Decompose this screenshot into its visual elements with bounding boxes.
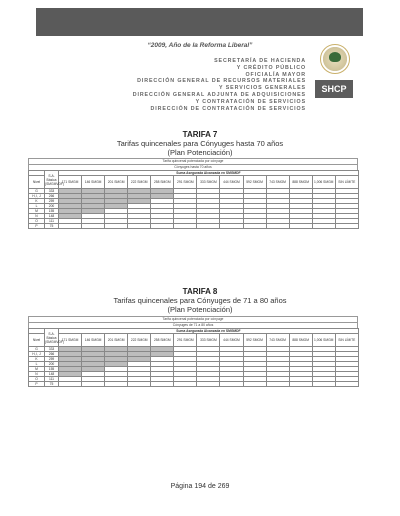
- nivel-cell: G: [29, 189, 45, 194]
- column-header: 222 SMGM: [128, 176, 151, 189]
- nivel-cell: P: [29, 382, 45, 387]
- rate-cell: [128, 382, 151, 387]
- rate-cell: [105, 224, 128, 229]
- tarifa-title: TARIFA 7: [182, 130, 218, 139]
- sa-cell: 259: [45, 357, 59, 362]
- rate-cell: [335, 224, 358, 229]
- rate-cell: [151, 224, 174, 229]
- agency-line: Y CONTRATACIÓN DE SERVICIOS: [195, 98, 306, 105]
- rate-cell: [312, 224, 335, 229]
- agency-block: [133, 58, 306, 112]
- table-caption: Tarifa quincenal potenciada por cónyuge: [28, 158, 358, 164]
- nivel-cell: L: [29, 204, 45, 209]
- nivel-cell: O: [29, 377, 45, 382]
- sa-cell: 259: [45, 199, 59, 204]
- column-header: 592 SMGM: [243, 176, 266, 189]
- column-header: 171 SMGM: [59, 176, 82, 189]
- sa-cell: 266: [45, 352, 59, 357]
- rate-cell: [266, 224, 289, 229]
- agency-line: OFICIALÍA MAYOR: [245, 71, 306, 78]
- agency-line: DIRECCIÓN GENERAL DE RECURSOS MATERIALES: [137, 78, 306, 85]
- rate-cell: [59, 224, 82, 229]
- column-header: 592 SMGM: [243, 334, 266, 347]
- sa-cell: 155: [45, 367, 59, 372]
- rate-cell: [220, 382, 243, 387]
- coat-of-arms-icon: [320, 44, 350, 74]
- nivel-cell: N: [29, 372, 45, 377]
- rate-cell: [59, 382, 82, 387]
- rate-cell: [128, 224, 151, 229]
- sa-cell: 148: [45, 214, 59, 219]
- group-header: Suma Asegurada Alcanzada en SMGMDF: [59, 171, 359, 176]
- nivel-cell: L: [29, 362, 45, 367]
- nivel-header: Nivel: [29, 334, 45, 347]
- rate-cell: [105, 382, 128, 387]
- tarifa-8-heading: [0, 287, 400, 314]
- column-header: 171 SMGM: [59, 334, 82, 347]
- nivel-cell: O: [29, 219, 45, 224]
- agency-line: SECRETARÍA DE HACIENDA: [214, 58, 306, 64]
- tarifa-subtitle-plan: (Plan Potenciación): [167, 148, 233, 157]
- rate-cell: [174, 224, 197, 229]
- column-header: 201 SMGM: [105, 176, 128, 189]
- rate-cell: [243, 382, 266, 387]
- tarifa-8-table: [28, 316, 358, 387]
- nivel-cell: H, I, J: [29, 194, 45, 199]
- column-header: 888 SMGM: [289, 176, 312, 189]
- nivel-cell: K: [29, 199, 45, 204]
- motto: “2009, Año de la Reforma Liberal”: [147, 42, 253, 49]
- table-caption: Tarifa quincenal potenciada por cónyuge: [28, 316, 358, 322]
- nivel-header: Nivel: [29, 176, 45, 189]
- tarifa-subtitle: Tarifas quincenales para Cónyuges de 71 a 80 años: [113, 296, 287, 305]
- nivel-cell: K: [29, 357, 45, 362]
- nivel-cell: P: [29, 224, 45, 229]
- sa-cell: 200: [45, 204, 59, 209]
- column-header: 743 SMGM: [266, 176, 289, 189]
- column-header: 291 SMGM: [174, 176, 197, 189]
- tarifa-7-table: [28, 158, 358, 229]
- column-header: 1,006 SMGM: [312, 334, 335, 347]
- column-header: 333 SMGM: [197, 176, 220, 189]
- sa-basica-header: S.A. Básica (SMGMVDF): [45, 171, 59, 189]
- column-header: 146 SMGM: [82, 334, 105, 347]
- rate-cell: [151, 382, 174, 387]
- rate-table: [28, 170, 359, 229]
- rate-cell: [289, 224, 312, 229]
- column-header: 291 SMGM: [174, 334, 197, 347]
- table-row: [29, 224, 359, 229]
- rate-cell: [312, 382, 335, 387]
- rate-table: [28, 328, 359, 387]
- logo-badge: SHCP: [315, 80, 353, 98]
- column-header: 333 SMGM: [197, 334, 220, 347]
- rate-cell: [289, 382, 312, 387]
- rate-cell: [243, 224, 266, 229]
- rate-cell: [82, 224, 105, 229]
- column-header: 258 SMGM: [151, 176, 174, 189]
- group-header: Suma Asegurada Alcanzada en SMGMDF: [59, 329, 359, 334]
- nivel-cell: M: [29, 209, 45, 214]
- shcp-logo: [314, 44, 354, 104]
- tarifa-subtitle: Tarifas quincenales para Cónyuges hasta 70 años: [116, 139, 284, 148]
- sa-cell: 155: [45, 209, 59, 214]
- tarifa-title: TARIFA 8: [182, 287, 218, 296]
- sa-cell: 148: [45, 372, 59, 377]
- column-header: 444 SMGM: [220, 176, 243, 189]
- tarifa-7-heading: [0, 130, 400, 157]
- column-header: 743 SMGM: [266, 334, 289, 347]
- column-header: SIN LÍMITE: [335, 334, 358, 347]
- header-bar: [36, 8, 363, 36]
- agency-line: DIRECCIÓN DE CONTRATACIÓN DE SERVICIOS: [150, 105, 306, 112]
- table-row: [29, 382, 359, 387]
- sa-basica-header: S.A. Básica (SMGMVDF): [45, 329, 59, 347]
- rate-cell: [197, 224, 220, 229]
- column-header: 444 SMGM: [220, 334, 243, 347]
- sa-cell: 266: [45, 194, 59, 199]
- sa-cell: 111: [45, 219, 59, 224]
- sa-cell: 111: [45, 377, 59, 382]
- rate-cell: [335, 382, 358, 387]
- nivel-cell: M: [29, 367, 45, 372]
- column-header: 222 SMGM: [128, 334, 151, 347]
- nivel-cell: H, I, J: [29, 352, 45, 357]
- sa-cell: 333: [45, 189, 59, 194]
- table-caption-age: Cónyuges hasta 70 años: [28, 164, 358, 170]
- rate-cell: [174, 382, 197, 387]
- rate-cell: [82, 382, 105, 387]
- page-number: Página 194 de 269: [170, 483, 230, 490]
- sa-cell: 200: [45, 362, 59, 367]
- rate-cell: [266, 382, 289, 387]
- sa-cell: 75: [45, 382, 59, 387]
- column-header: 201 SMGM: [105, 334, 128, 347]
- column-header: 146 SMGM: [82, 176, 105, 189]
- agency-line: Y CRÉDITO PÚBLICO: [236, 64, 306, 71]
- nivel-cell: N: [29, 214, 45, 219]
- nivel-cell: G: [29, 347, 45, 352]
- column-header: 888 SMGM: [289, 334, 312, 347]
- column-header: SIN LÍMITE: [335, 176, 358, 189]
- sa-cell: 333: [45, 347, 59, 352]
- tarifa-subtitle-plan: (Plan Potenciación): [167, 305, 233, 314]
- table-caption-age: Cónyuges de 71 a 80 años: [28, 322, 358, 328]
- sa-cell: 75: [45, 224, 59, 229]
- agency-line: DIRECCIÓN GENERAL ADJUNTA DE ADQUISICIONES: [132, 91, 306, 98]
- rate-cell: [220, 224, 243, 229]
- agency-line: Y SERVICIOS GENERALES: [219, 85, 306, 92]
- rate-cell: [197, 382, 220, 387]
- column-header: 258 SMGM: [151, 334, 174, 347]
- column-header: 1,006 SMGM: [312, 176, 335, 189]
